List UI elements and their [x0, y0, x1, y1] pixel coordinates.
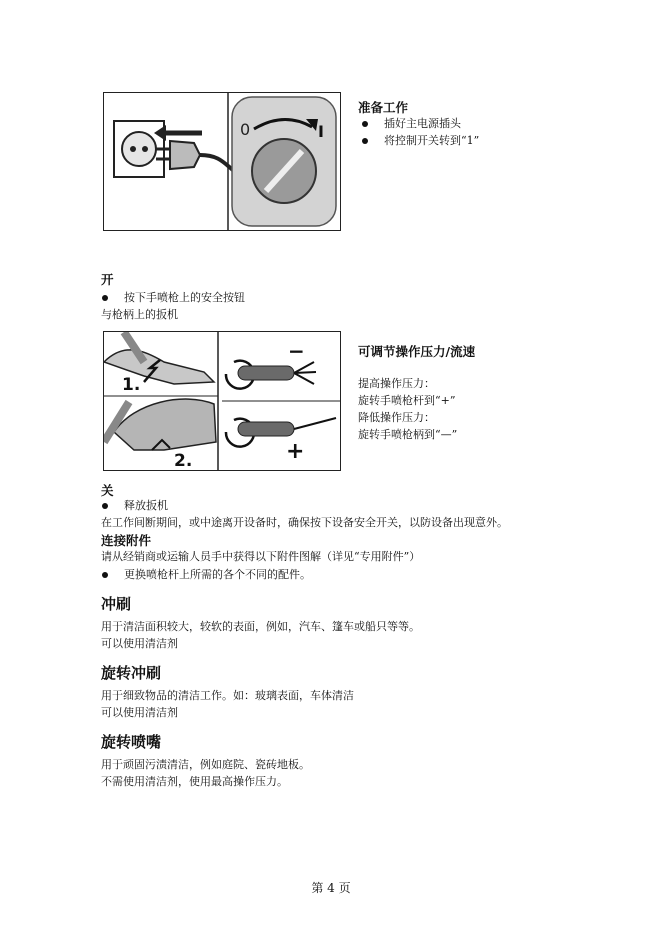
plus-label: + — [286, 439, 305, 464]
on-title: 开 — [101, 272, 114, 287]
bullet-icon — [102, 503, 108, 509]
pressure-line-4: 旋转手喷枪柄到“—” — [358, 428, 458, 441]
section-line: 不需使用清洁剂，使用最高操作压力。 — [101, 775, 288, 788]
prepare-bullet-1: 插好主电源插头 — [362, 115, 461, 132]
accessories-text: 请从经销商或运输人员手中获得以下附件图解（详见“专用附件”） — [101, 550, 421, 563]
pressure-line-3: 降低操作压力： — [358, 411, 435, 424]
accessories-bullet: 更换喷枪杆上所需的各个不同的配件。 — [102, 566, 311, 583]
figure-gun-pressure — [103, 331, 341, 471]
figure-plug-and-switch — [103, 92, 341, 231]
bullet-icon — [362, 121, 368, 127]
prepare-bullet-2: 将控制开关转到“1” — [362, 132, 479, 149]
pressure-line-1: 提高操作压力： — [358, 377, 435, 390]
switch-off-label: 0 — [240, 120, 251, 139]
section-title-rotary-nozzle: 旋转喷嘴 — [101, 733, 162, 751]
off-title: 关 — [101, 483, 114, 498]
bullet-icon — [102, 295, 108, 301]
section-line: 可以使用清洁剂 — [101, 637, 178, 650]
step-2-label: 2. — [174, 451, 193, 470]
section-title-rotary-brush: 旋转冲刷 — [101, 664, 162, 682]
section-line: 用于顽固污渍清洁，例如庭院、瓷砖地板。 — [101, 758, 310, 771]
section-line: 可以使用清洁剂 — [101, 706, 178, 719]
bullet-icon — [102, 572, 108, 578]
gun-pressure-illustration — [104, 332, 340, 470]
prepare-title: 准备工作 — [358, 100, 409, 115]
step-1-label: 1. — [122, 375, 141, 395]
switch-on-label: I — [318, 122, 324, 141]
on-line-2: 与枪柄上的扳机 — [101, 308, 178, 321]
on-bullet: 按下手喷枪上的安全按钮 — [102, 289, 245, 306]
accessories-title: 连接附件 — [101, 533, 152, 548]
off-text: 在工作间断期间，或中途离开设备时，确保按下设备安全开关，以防设备出现意外。 — [101, 516, 508, 529]
section-line: 用于细致物品的清洁工作。如：玻璃表面，车体清洁 — [101, 689, 354, 702]
page-number: 第 4 页 — [311, 881, 351, 895]
pressure-line-2: 旋转手喷枪杆到“+” — [358, 394, 456, 407]
section-title-flush-brush: 冲刷 — [101, 595, 132, 613]
plug-switch-illustration — [104, 93, 340, 230]
minus-label: − — [288, 339, 305, 363]
pressure-title: 可调节操作压力/流速 — [358, 344, 476, 359]
off-bullet: 释放扳机 — [102, 497, 168, 514]
bullet-icon — [362, 138, 368, 144]
section-line: 用于清洁面积较大，较软的表面，例如，汽车、篷车或船只等等。 — [101, 620, 420, 633]
